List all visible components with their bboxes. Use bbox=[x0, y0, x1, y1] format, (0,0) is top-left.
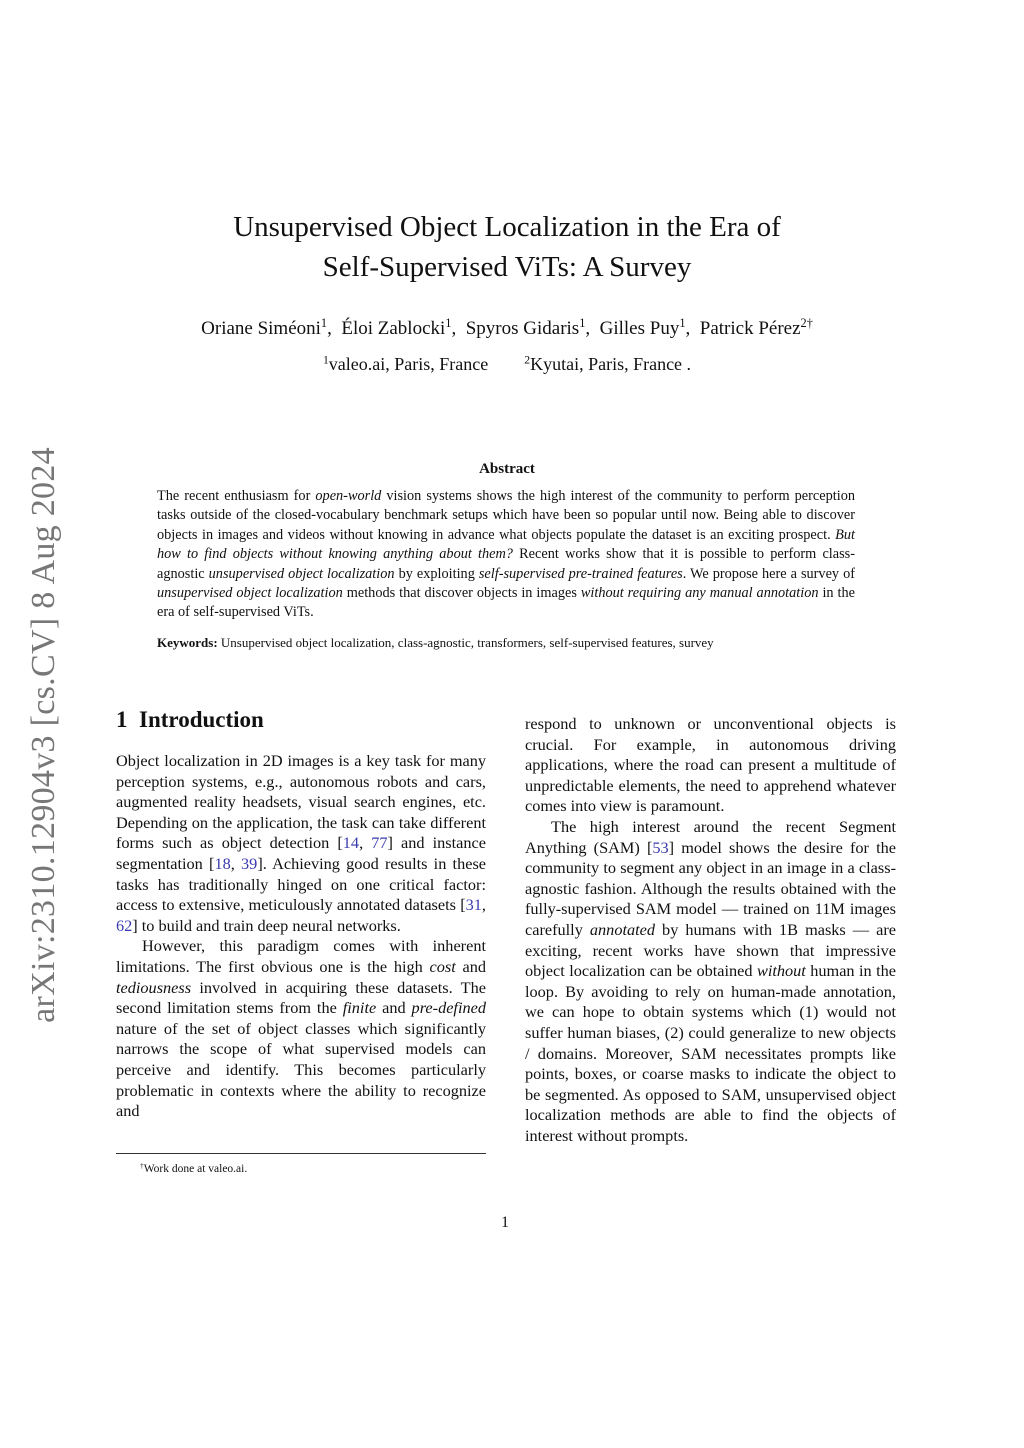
paragraph: However, this paradigm comes with inherent limitations. The first obvious one is the high cost and tediousness involved in acquiring these datasets. The second limitation stems from the finite and pre-defined nature of the set of object classes which significantly narrows the scope of what supervised models can perceive and identify. This becomes particularly problematic in contexts where the ability to recognize and bbox=[116, 936, 486, 1121]
citation-link[interactable]: 53 bbox=[652, 837, 669, 857]
affiliation: $^1$valeo.ai, Paris, France bbox=[322, 353, 489, 374]
citation-link[interactable]: 39 bbox=[241, 853, 258, 873]
author-list: Oriane Siméoni$^1$, Éloi Zablocki$^1$, Spyros Gidaris$^1$, Gilles Puy$^1$, Patrick Pérez$^{2\dagger}$ bbox=[201, 316, 813, 339]
citation-link[interactable]: 18 bbox=[214, 853, 231, 873]
author: Éloi Zablocki$^1$ bbox=[341, 316, 452, 339]
right-column bbox=[525, 714, 896, 1146]
paragraph: respond to unknown or unconventional objects is crucial. For example, in autonomous driving applications, where the road can present a multitude of unpredictable elements, the need to apprehend whatever comes into view is paramount. bbox=[525, 714, 896, 816]
author: Gilles Puy$^1$ bbox=[599, 316, 686, 339]
abstract-body: The recent enthusiasm for open-world vision systems shows the high interest of the community to perform perception tasks outside of the closed-vocabulary benchmark setups which have been so popular until now. Being able to discover objects in images and videos without knowing in advance what objects populate the dataset is an exciting prospect. But how to find objects without knowing anything about them? Recent works show that it is possible to perform class-agnostic unsupervised object localization by exploiting self-supervised pre-trained features. We propose here a survey of unsupervised object localization methods that discover objects in images without requiring any manual annotation in the era of self-supervised ViTs. bbox=[157, 488, 855, 621]
keywords-label: Keywords: bbox=[157, 635, 218, 650]
arxiv-identifier: arXiv:2310.12904v3 [cs.CV] 8 Aug 2024 bbox=[25, 447, 62, 1023]
paragraph: Object localization in 2D images is a key task for many perception systems, e.g., autonomous robots and cars, augmented reality headsets, visual search engines, etc. Depending on the application, the task can take different forms such as object detection [14, 77] and instance segmentation [18, 39]. Achieving good results in these tasks has traditionally hinged on one critical factor: access to extensive, meticulously annotated datasets [31, 62] to build and train deep neural networks. bbox=[116, 751, 487, 935]
keywords bbox=[157, 634, 855, 652]
affiliation: $^2$Kyutai, Paris, France . bbox=[524, 353, 692, 374]
citation-link[interactable]: 62 bbox=[116, 915, 133, 935]
title-line-1: Unsupervised Object Localization in the Era of bbox=[233, 211, 781, 243]
author: Oriane Siméoni$^1$ bbox=[201, 316, 328, 339]
paragraph: The high interest around the recent Segment Anything (SAM) [53] model shows the desire for the community to segment any object in an image in a class-agnostic fashion. Although the results obtained with the fully-supervised SAM model — trained on 11M images carefully annotated by humans with 1B masks — are exciting, recent works have shown that impressive object localization can be obtained without human in the loop. By avoiding to rely on human-made annotation, we can hope to obtain systems which (1) would not suffer human biases, (2) could generalize to new objects / domains. Moreover, SAM necessitates prompts like points, boxes, or coarse masks to indicate the object to be segmented. As opposed to SAM, unsupervised object localization methods are able to find the objects of interest without prompts. bbox=[525, 816, 896, 1145]
author: Patrick Pérez$^{2\dagger}$ bbox=[699, 316, 813, 339]
citation-link[interactable]: 14 bbox=[342, 833, 360, 853]
keywords-text: Unsupervised object localization, class-agnostic, transformers, self-supervised features, survey bbox=[217, 635, 714, 650]
affiliations bbox=[112, 352, 902, 376]
footnote: †Work done at valeo.ai. bbox=[140, 1160, 248, 1175]
footnote-divider bbox=[116, 1153, 486, 1154]
left-column bbox=[116, 751, 486, 1122]
title-line-2: Self-Supervised ViTs: A Survey bbox=[322, 251, 692, 283]
page-number: 1 bbox=[501, 1214, 509, 1231]
section-heading: 1 Introduction bbox=[116, 707, 264, 732]
citation-link[interactable]: 31 bbox=[465, 895, 482, 915]
citation-link[interactable]: 77 bbox=[371, 833, 388, 853]
abstract-heading: Abstract bbox=[479, 461, 535, 477]
paper-title bbox=[112, 207, 902, 287]
author: Spyros Gidaris$^1$ bbox=[465, 316, 586, 339]
